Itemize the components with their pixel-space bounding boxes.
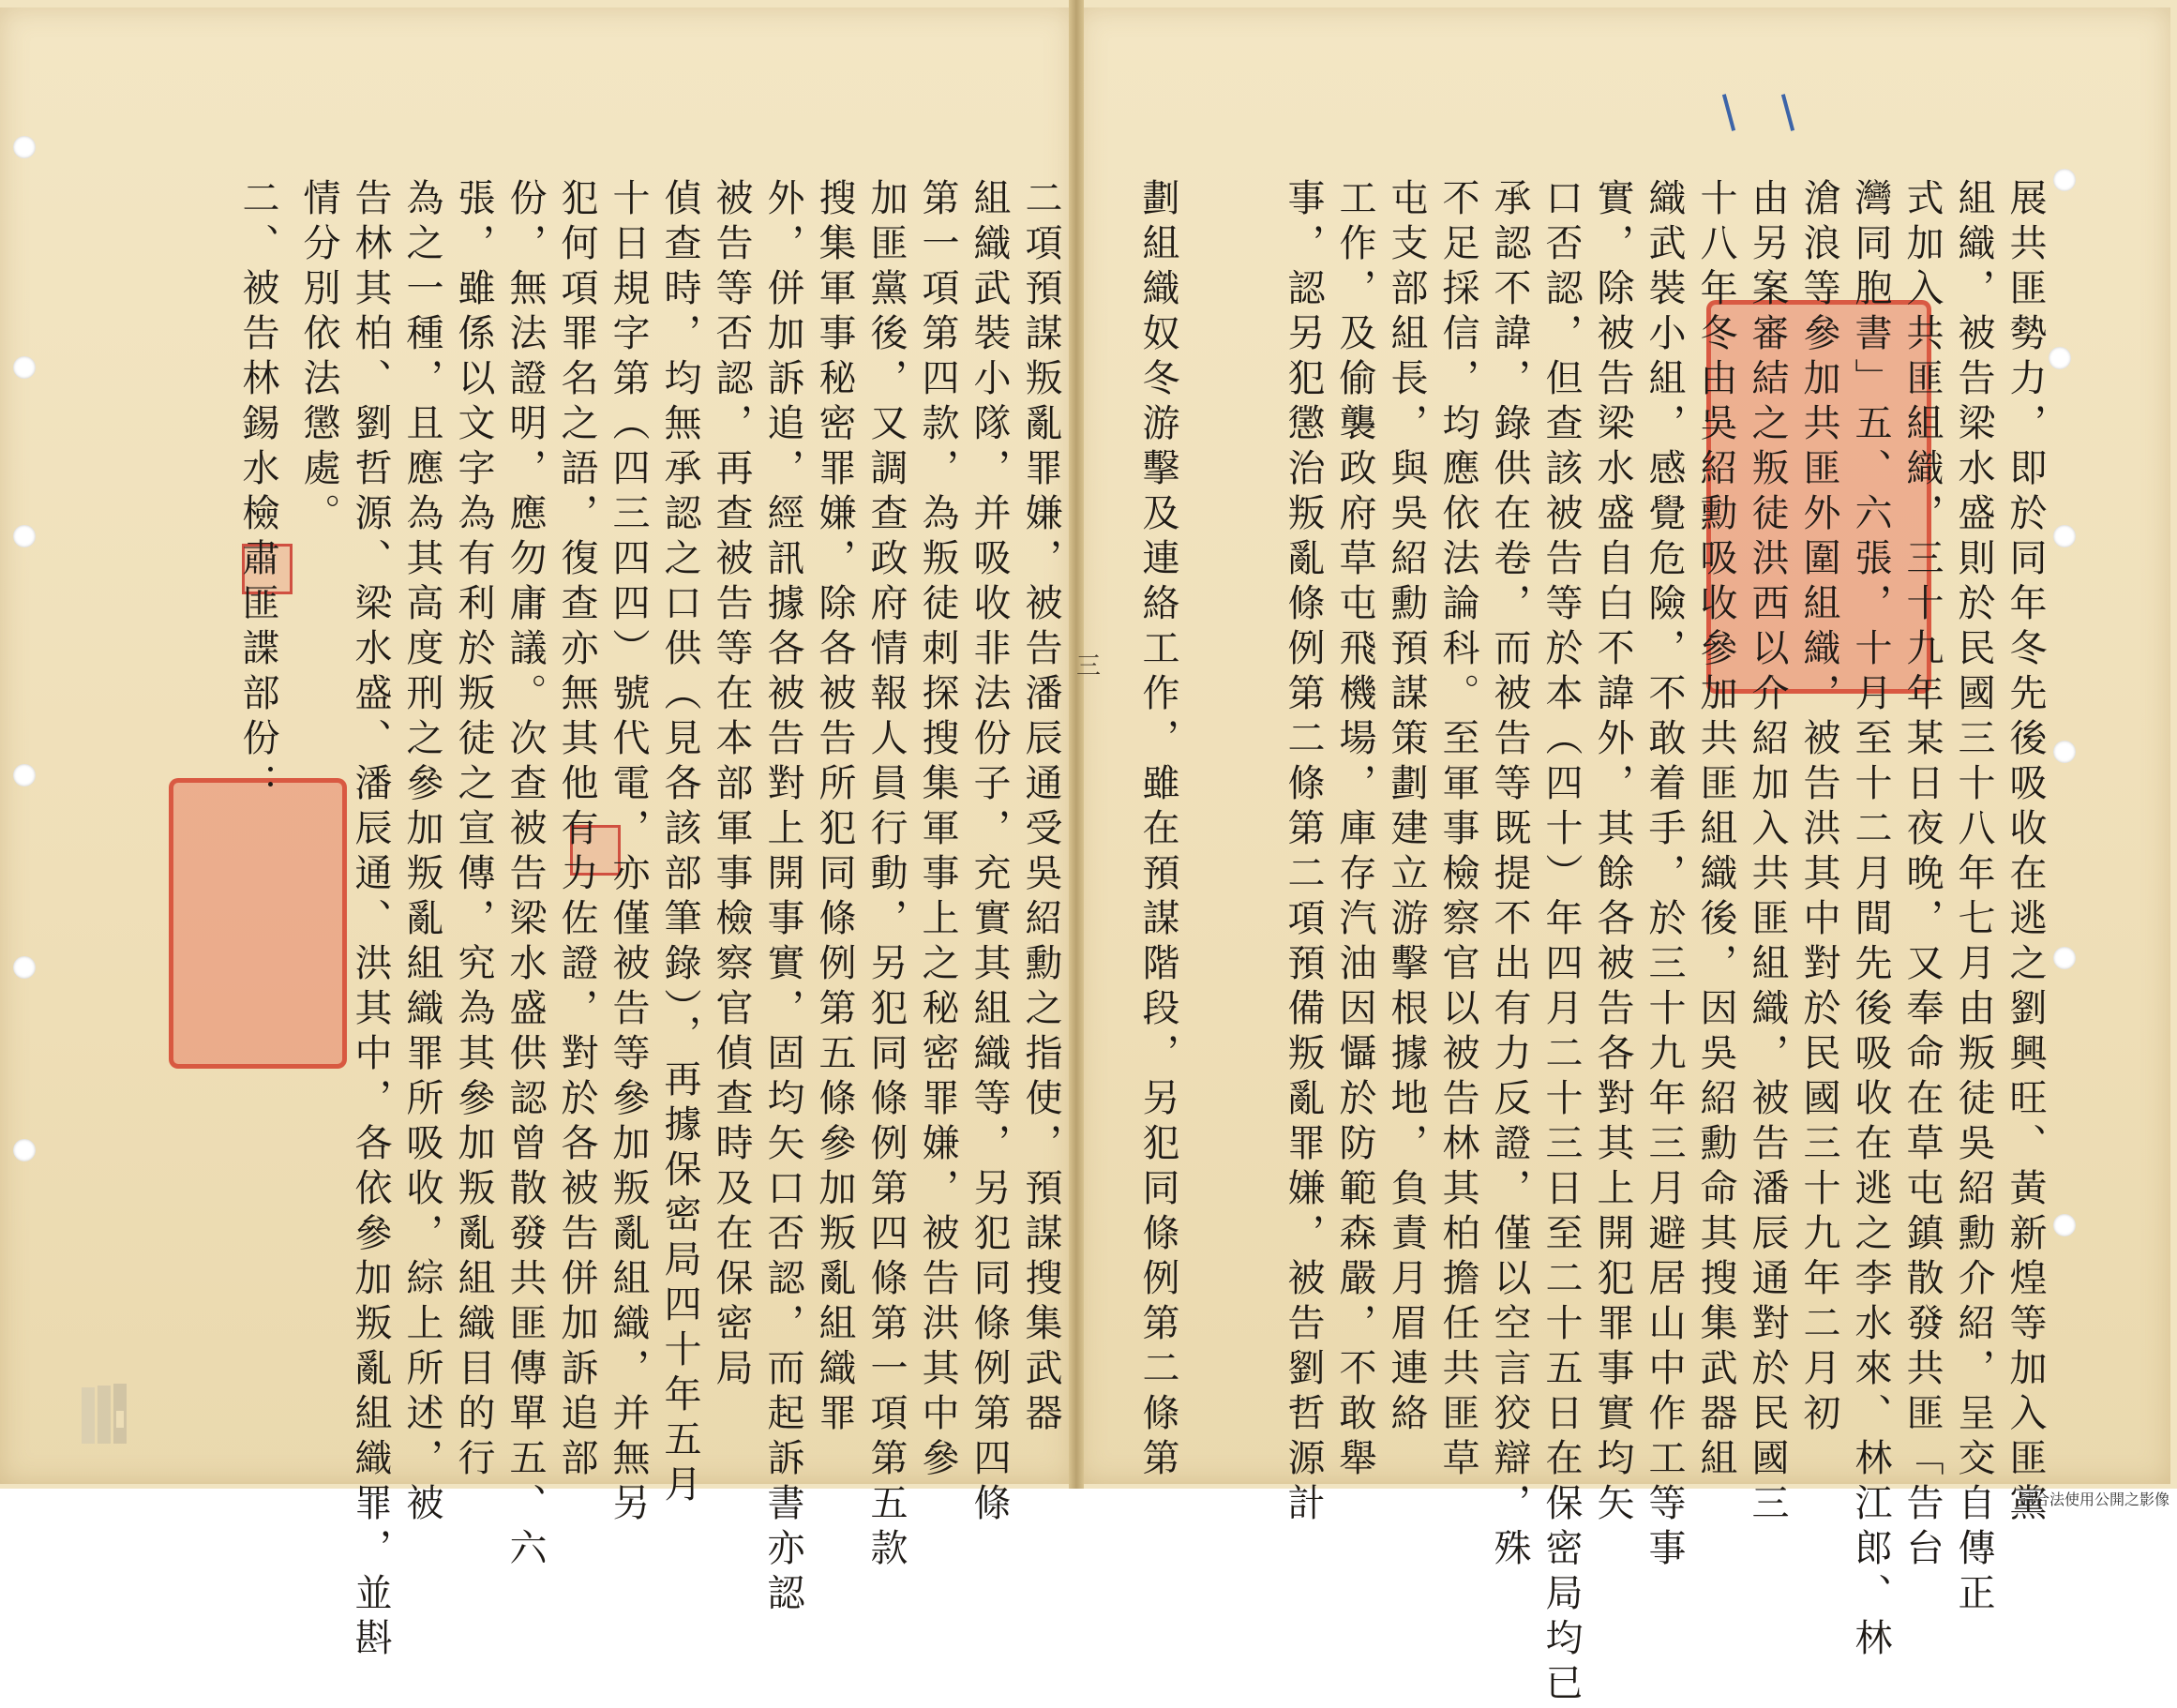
text-column: 由另案審結之叛徒洪西以介紹加入共匪組織，被告潘辰通對於民國三 — [1746, 178, 1789, 1528]
text-column: 告林其柏、劉哲源、梁水盛、潘辰通、洪其中，各依參加叛亂組織罪，並斟 — [349, 178, 392, 1663]
text-column: 展共匪勢力，即於同年冬先後吸收在逃之劉興旺、黃新煌等加入匪黨 — [2004, 178, 2047, 1528]
text-column: 劃組織奴冬游擊及連絡工作，雖在預謀階段，另犯同條例第二條第 — [1136, 178, 1179, 1483]
red-seal-stamp — [169, 778, 347, 1069]
text-column: 事，認另犯懲治叛亂條例第二條第二項預備叛亂罪嫌，被告劉哲源計 — [1282, 178, 1325, 1528]
text-column: 承認不諱，錄供在卷，而被告等既提不出有力反證，僅以空言狡辯，殊 — [1488, 178, 1531, 1573]
page-gutter — [1069, 0, 1084, 1489]
page-number: 三 — [1076, 652, 1102, 681]
binding-hole — [2053, 525, 2076, 547]
binding-hole — [2053, 169, 2076, 191]
text-column: 搜集軍事秘密罪嫌，除各被告所犯同條例第五條參加叛亂組織罪 — [813, 178, 856, 1438]
binding-hole — [2053, 947, 2076, 969]
text-column: 份，無法證明，應勿庸議。次查被告梁水盛供認曾散發共匪傳單五、六 — [503, 178, 547, 1573]
binding-hole — [13, 956, 36, 979]
binding-hole — [13, 525, 36, 547]
text-column: 不足採信，均應依法論科。至軍事檢察官以被告林其柏擔任共匪草 — [1436, 178, 1479, 1483]
text-column: 織武裝小組，感覺危險，不敢着手，於三十九年三月避居山中作工等事 — [1643, 178, 1686, 1573]
footer-note: 請合法使用公開之影像 — [2019, 1491, 2169, 1508]
text-column: 十八年冬由吳紹勳吸收參加共匪組織後，因吳紹勳命其搜集武器組 — [1694, 178, 1737, 1483]
text-column: 被告等否認，再查被告等在本部軍事檢察官偵查時及在保密局 — [710, 178, 753, 1393]
text-column: 組織武裝小隊，并吸收非法份子，充實其組織等，另犯同條例第四條 — [968, 178, 1011, 1528]
text-column: 二項預謀叛亂罪嫌，被告潘辰通受吳紹勳之指使，預謀搜集武器 — [1019, 178, 1062, 1438]
text-column: 加匪黨後，又調查政府情報人員行動，另犯同條例第四條第一項第五款 — [864, 178, 908, 1573]
text-column: 十日規字第（四三四四）號代電，亦僅被告等參加叛亂組織，并無另 — [607, 178, 650, 1528]
text-column: 組織，被告梁水盛則於民國三十八年七月由叛徒吳紹勳介紹，呈交自傳正 — [1952, 178, 1995, 1618]
binding-hole — [13, 136, 36, 158]
text-column: 偵查時，均無承認之口供（見各該部筆錄），再據保密局四十年五月 — [658, 178, 701, 1509]
text-column: 第一項第四款，為叛徒刺探搜集軍事上之秘密罪嫌，被告洪其中參 — [916, 178, 959, 1483]
archive-logo-icon — [77, 1378, 143, 1453]
text-column: 屯支部組長，與吳紹勳預謀策劃建立游擊根據地，負責月眉連絡 — [1385, 178, 1428, 1438]
text-column: 式加入共匪組織，三十九年某日夜晚，又奉命在草屯鎮散發共匪「告台 — [1900, 178, 1944, 1573]
binding-hole — [2053, 741, 2076, 763]
binding-hole — [2049, 347, 2071, 369]
text-column: 實，除被告梁水盛自白不諱外，其餘各被告各對其上開犯罪事實均矢 — [1591, 178, 1634, 1528]
text-column: 犯何項罪名之語，復查亦無其他有力佐證，對於各被告併加訴追部 — [555, 178, 598, 1483]
binding-hole — [2053, 1214, 2076, 1236]
text-column: 張，雖係以文字為有利於叛徒之宣傳，究為其參加叛亂組織目的行 — [452, 178, 495, 1483]
text-column: 工作，及偷襲政府草屯飛機場，庫存汽油因懾於防範森嚴，不敢舉 — [1333, 178, 1376, 1483]
binding-hole — [13, 1139, 36, 1161]
binding-hole — [13, 764, 36, 787]
text-column: 灣同胞書」五、六張，十月至十二月間先後吸收在逃之李水來、林江郎、林 — [1849, 178, 1892, 1663]
text-column: 口否認，但查該被告等於本（四十）年四月二十三日至二十五日在保密局均已 — [1539, 178, 1583, 1708]
binding-hole — [13, 356, 36, 379]
text-column: 情分別依法懲處。 — [297, 178, 340, 538]
text-column: 滄浪等參加共匪外圍組織，被告洪其中對於民國三十九年二月初 — [1797, 178, 1840, 1438]
text-column: 為之一種，且應為其高度刑之參加叛亂組織罪所吸收，綜上所述，被 — [400, 178, 443, 1528]
text-column: 外，併加訴追，經訊據各被告對上開事實，固均矢口否認，而起訴書亦認 — [761, 178, 804, 1618]
text-column: 二、被告林錫水檢肅匪諜部份： — [236, 178, 279, 808]
